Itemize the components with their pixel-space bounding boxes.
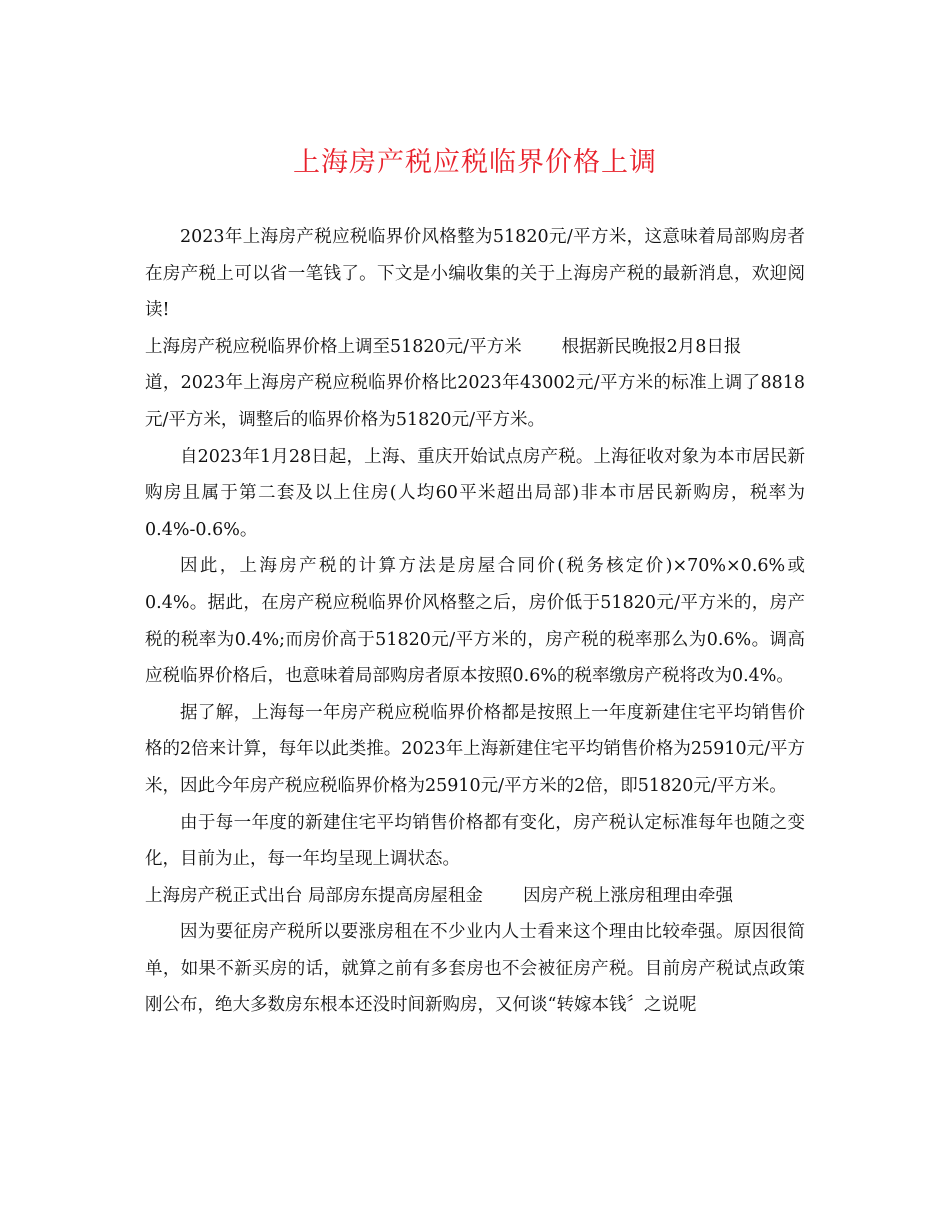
paragraph: 自2023年1月28日起，上海、重庆开始试点房产税。上海征收对象为本市居民新购房且属于第二套及以上住房(人均60平米超出局部)非本市居民新购房，税率为0.4%-0.6%。 — [145, 446, 805, 540]
paragraph: 道，2023年上海房产税应税临界价格比2023年43002元/平方米的标准上调了8818元/平方米，调整后的临界价格为51820元/平方米。 — [145, 373, 805, 430]
section-heading: 上海房产税正式出台 局部房东提高房屋租金 — [145, 885, 484, 906]
paragraph: 因为要征房产税所以要涨房租在不少业内人士看来这个理由比较牵强。原因很简单，如果不新买房的话，就算之前有多套房也不会被征房产税。目前房产税试点政策刚公布，绝大多数房东根本还没时间新购房，又何谈“转嫁本钱〞之说呢 — [145, 922, 805, 1016]
paragraph: 因此，上海房产税的计算方法是房屋合同价(税务核定价)×70%×0.6%或0.4%。据此，在房产税应税临界价风格整之后，房价低于51820元/平方米的，房产税的税率为0.4%;而房价高于51820元/平方米的，房产税的税率那么为0.6%。调高应税临界价格后，也意味着局部购房者原本按照0.6%的税率缴房产税将改为0.4%。 — [145, 556, 805, 687]
article-body — [145, 219, 805, 1024]
section-line — [145, 329, 805, 366]
paragraph: 由于每一年度的新建住宅平均销售价格都有变化，房产税认定标准每年也随之变化，目前为止，每一年均呈现上调状态。 — [145, 812, 805, 870]
section-lead-text: 根据新民晚报2月8日报 — [561, 336, 742, 357]
section-line — [145, 878, 805, 915]
section-lead-text: 因房产税上涨房租理由牵强 — [523, 885, 734, 906]
section-heading: 上海房产税应税临界价格上调至51820元/平方米 — [145, 336, 522, 357]
page-title: 上海房产税应税临界价格上调 — [293, 147, 657, 178]
paragraph: 2023年上海房产税应税临界价风格整为51820元/平方米，这意味着局部购房者在房产税上可以省一笔钱了。下文是小编收集的关于上海房产税的最新消息，欢迎阅读! — [145, 227, 805, 321]
paragraph: 据了解，上海每一年房产税应税临界价格都是按照上一年度新建住宅平均销售价格的2倍来计算，每年以此类推。2023年上海新建住宅平均销售价格为25910元/平方米，因此今年房产税应税临界价格为25910元/平方米的2倍，即51820元/平方米。 — [145, 702, 805, 796]
